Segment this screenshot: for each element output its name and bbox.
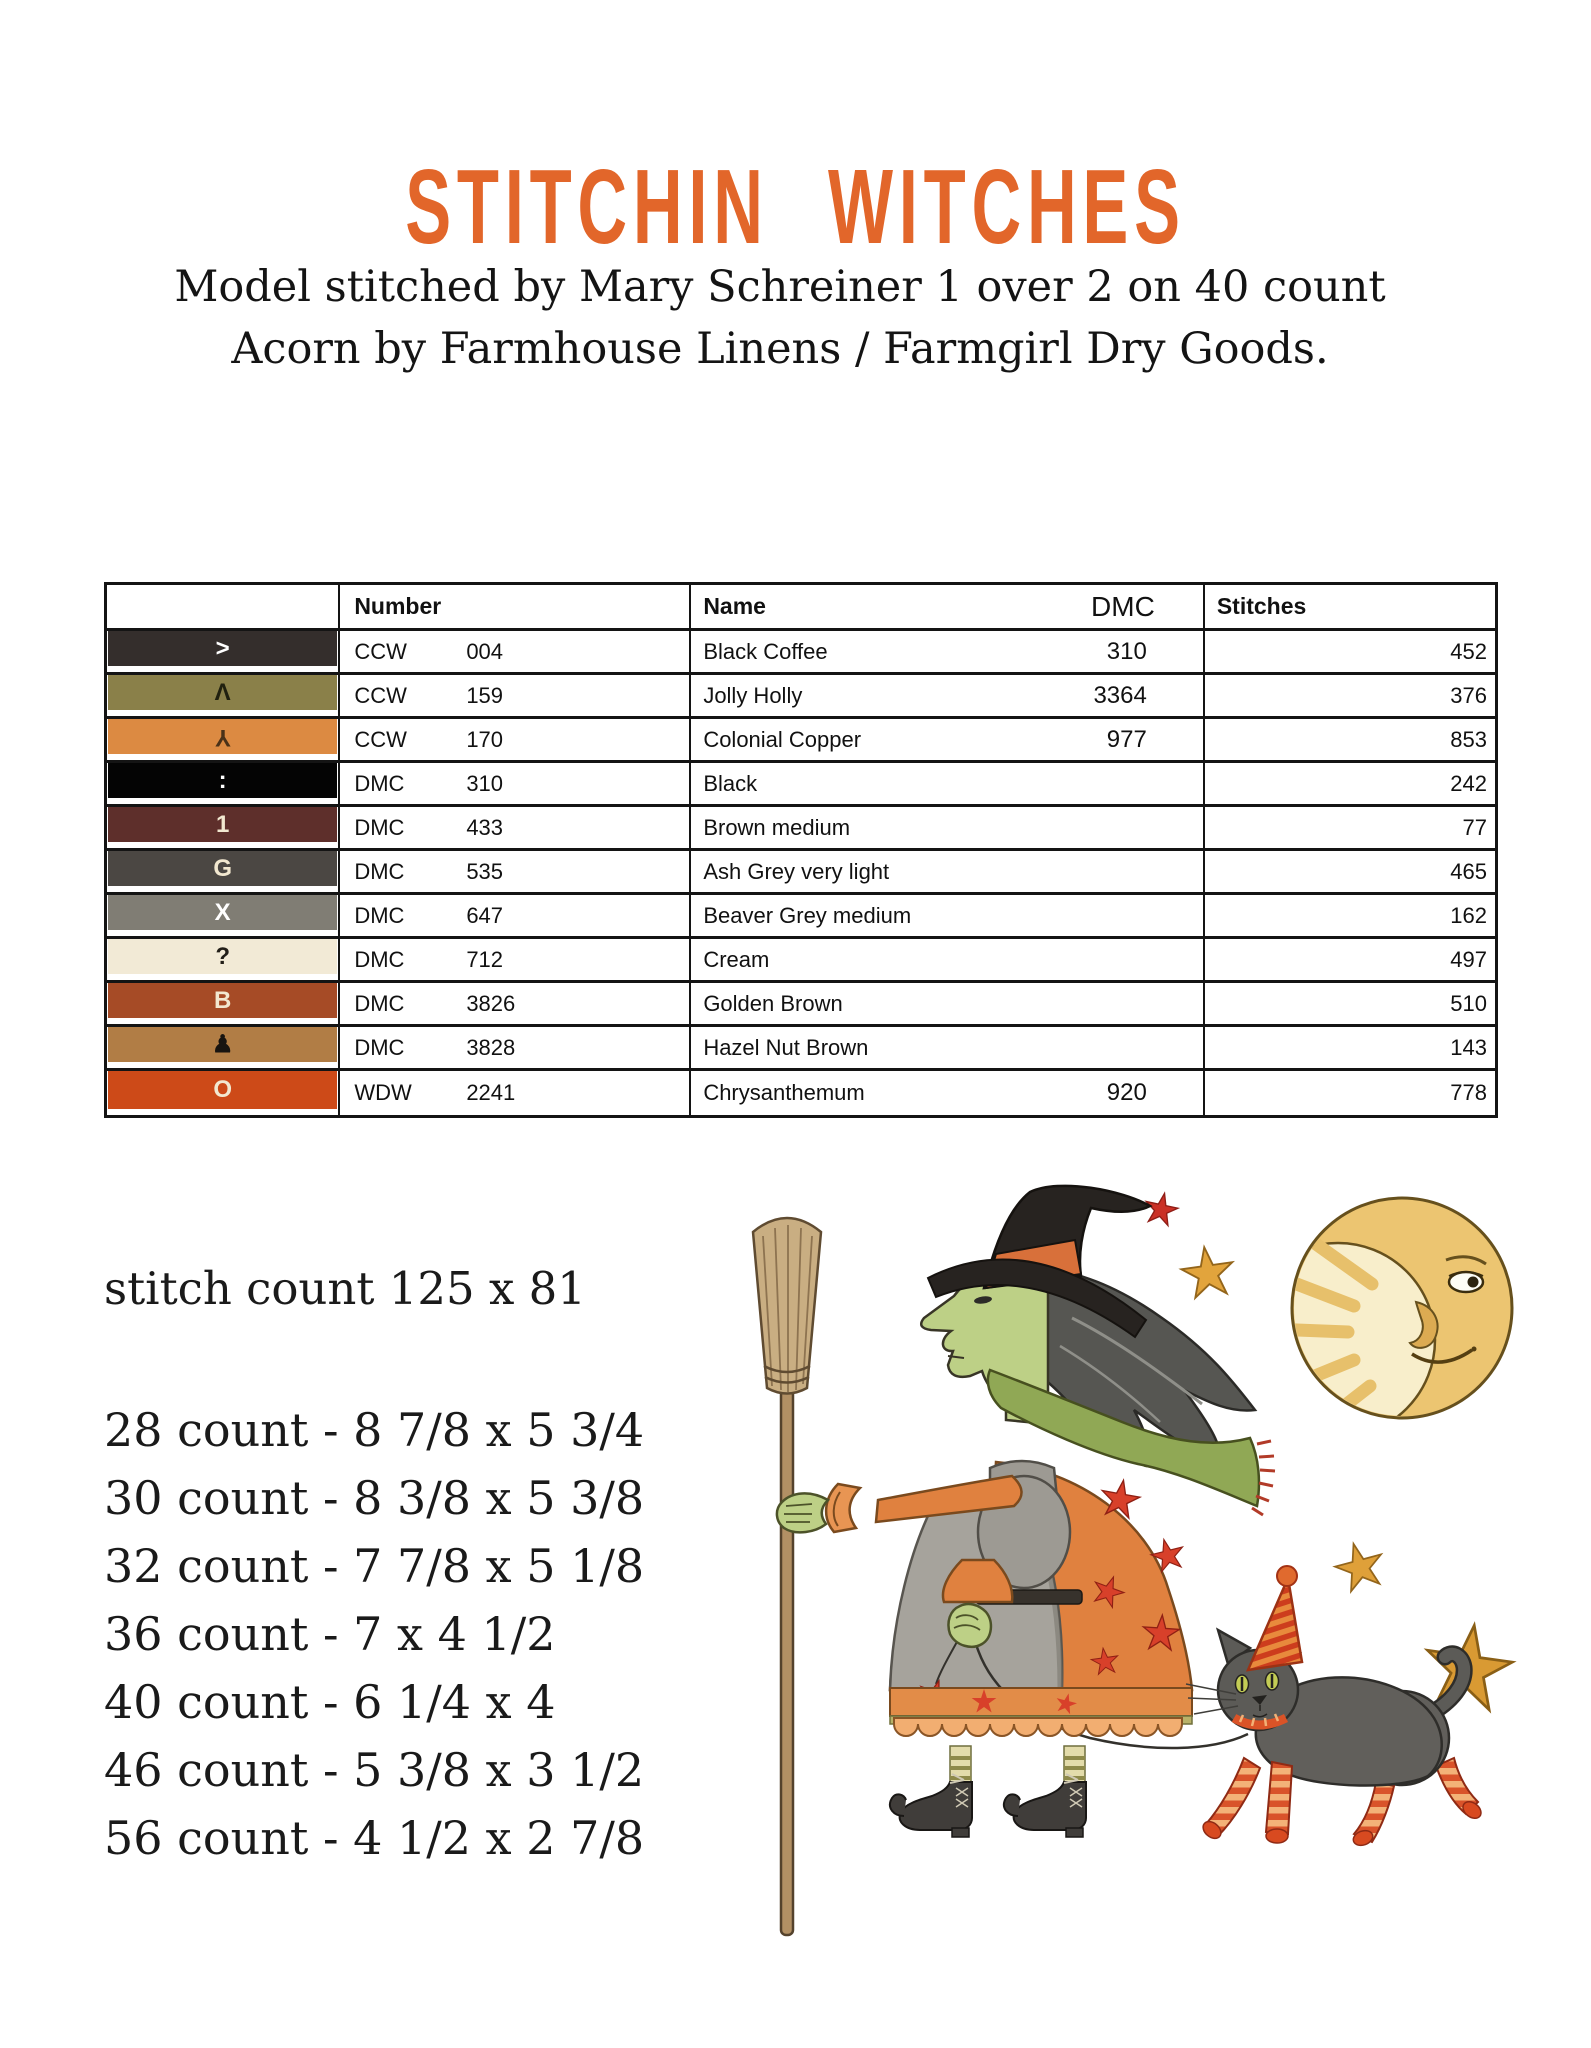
table-row bbox=[107, 895, 1495, 939]
thread-name: Golden Brown bbox=[703, 990, 843, 1016]
black-cat-party-hat-icon bbox=[1186, 1566, 1484, 1848]
stitch-symbol: : bbox=[218, 766, 227, 794]
witch-illustration bbox=[560, 1170, 1520, 1950]
thread-brand: DMC bbox=[354, 946, 405, 972]
thread-code: 712 bbox=[466, 946, 504, 972]
header-dmc: DMC bbox=[1091, 590, 1155, 622]
thread-name: Cream bbox=[703, 946, 770, 972]
dmc-equivalent: 3364 bbox=[1093, 681, 1147, 709]
subtitle-line2: Acorn by Farmhouse Linens / Farmgirl Dry Goods. bbox=[231, 324, 1329, 374]
fabric-count-item: 56 count - 4 1/2 x 2 7/8 bbox=[104, 1811, 645, 1865]
stitches-value: 510 bbox=[1450, 990, 1487, 1016]
table-row bbox=[107, 763, 1495, 807]
stitches-value: 497 bbox=[1450, 946, 1487, 972]
broom-icon bbox=[753, 1218, 821, 1935]
color-swatch bbox=[108, 983, 337, 1018]
table-header-row bbox=[107, 585, 1495, 631]
header-symbol bbox=[107, 585, 340, 628]
table-row bbox=[107, 939, 1495, 983]
dmc-equivalent: 310 bbox=[1106, 637, 1147, 665]
thread-name: Hazel Nut Brown bbox=[703, 1034, 869, 1060]
stitch-symbol: X bbox=[214, 898, 231, 926]
thread-name: Beaver Grey medium bbox=[703, 902, 912, 928]
thread-name: Black Coffee bbox=[703, 638, 828, 664]
color-swatch bbox=[108, 719, 337, 754]
thread-code: 3826 bbox=[466, 990, 516, 1016]
stitch-symbol: B bbox=[213, 986, 232, 1014]
fabric-count-item: 30 count - 8 3/8 x 5 3/8 bbox=[104, 1471, 645, 1525]
color-swatch bbox=[108, 675, 337, 710]
thread-code: 647 bbox=[466, 902, 504, 928]
color-swatch bbox=[108, 851, 337, 886]
header-stitches: Stitches bbox=[1216, 593, 1307, 619]
fabric-count-item: 36 count - 7 x 4 1/2 bbox=[104, 1607, 556, 1661]
stitch-symbol: Λ bbox=[214, 678, 231, 706]
table-row bbox=[107, 1027, 1495, 1071]
stitches-value: 853 bbox=[1450, 726, 1487, 752]
stitch-symbol: G bbox=[213, 854, 232, 882]
color-swatch bbox=[108, 631, 337, 666]
thread-brand: CCW bbox=[354, 726, 407, 752]
palette-table-body bbox=[107, 631, 1495, 1115]
table-row bbox=[107, 631, 1495, 675]
table-row bbox=[107, 719, 1495, 763]
color-swatch bbox=[108, 895, 337, 930]
color-swatch bbox=[108, 1027, 337, 1062]
dmc-equivalent: 920 bbox=[1106, 1079, 1147, 1106]
color-swatch bbox=[108, 807, 337, 842]
stitches-value: 465 bbox=[1450, 858, 1487, 884]
stitches-value: 77 bbox=[1462, 814, 1487, 840]
thread-name: Brown medium bbox=[703, 814, 851, 840]
thread-brand: DMC bbox=[354, 858, 405, 884]
subtitle-line1: Model stitched by Mary Schreiner 1 over 2 on 40 count bbox=[174, 262, 1386, 312]
table-row bbox=[107, 983, 1495, 1027]
thread-brand: DMC bbox=[354, 1034, 405, 1060]
header-number: Number bbox=[340, 585, 691, 628]
table-row bbox=[107, 675, 1495, 719]
stitch-symbol: 1 bbox=[215, 810, 230, 838]
header-name bbox=[691, 585, 1205, 628]
thread-name: Black bbox=[703, 770, 758, 796]
stitches-value: 778 bbox=[1450, 1080, 1487, 1105]
fabric-count-item: 46 count - 5 3/8 x 3 1/2 bbox=[104, 1743, 645, 1797]
thread-code: 004 bbox=[466, 638, 504, 664]
thread-brand: CCW bbox=[354, 682, 407, 708]
stitch-symbol: Y bbox=[214, 723, 231, 751]
color-swatch bbox=[108, 763, 337, 798]
table-row bbox=[107, 1071, 1495, 1115]
thread-palette-table bbox=[104, 582, 1498, 1118]
thread-brand: DMC bbox=[354, 990, 405, 1016]
stitch-symbol: O bbox=[213, 1076, 232, 1103]
header-name-label: Name bbox=[703, 593, 766, 619]
thread-code: 159 bbox=[466, 682, 504, 708]
thread-name: Jolly Holly bbox=[703, 682, 803, 708]
thread-brand: DMC bbox=[354, 770, 405, 796]
thread-brand: DMC bbox=[354, 902, 405, 928]
stitch-count-line: stitch count 125 x 81 bbox=[104, 1262, 586, 1315]
thread-code: 535 bbox=[466, 858, 504, 884]
subtitle bbox=[0, 256, 1560, 380]
thread-name: Ash Grey very light bbox=[703, 858, 890, 884]
page-title: STITCHIN WITCHES bbox=[405, 147, 1186, 266]
thread-name: Chrysanthemum bbox=[703, 1080, 865, 1105]
table-row bbox=[107, 851, 1495, 895]
stitches-value: 162 bbox=[1450, 902, 1487, 928]
stitches-value: 143 bbox=[1450, 1034, 1487, 1060]
fabric-count-item: 28 count - 8 7/8 x 5 3/4 bbox=[104, 1403, 645, 1457]
thread-code: 433 bbox=[466, 814, 504, 840]
dmc-equivalent: 977 bbox=[1106, 725, 1147, 753]
thread-brand: WDW bbox=[354, 1080, 412, 1105]
thread-code: 310 bbox=[466, 770, 504, 796]
stitches-value: 376 bbox=[1450, 682, 1487, 708]
thread-code: 2241 bbox=[466, 1080, 516, 1105]
thread-brand: CCW bbox=[354, 638, 407, 664]
stitch-symbol: ♟ bbox=[211, 1030, 234, 1058]
crescent-moon-face-icon bbox=[1241, 1198, 1512, 1437]
stitches-value: 242 bbox=[1450, 770, 1487, 796]
stitch-symbol: ? bbox=[215, 942, 230, 970]
thread-code: 3828 bbox=[466, 1034, 516, 1060]
stitches-value: 452 bbox=[1450, 638, 1487, 664]
color-swatch bbox=[108, 939, 337, 974]
fabric-count-item: 32 count - 7 7/8 x 5 1/8 bbox=[104, 1539, 645, 1593]
stitch-symbol: > bbox=[215, 634, 230, 662]
table-row bbox=[107, 807, 1495, 851]
thread-code: 170 bbox=[466, 726, 504, 752]
color-swatch bbox=[108, 1071, 337, 1109]
thread-name: Colonial Copper bbox=[703, 726, 862, 752]
thread-brand: DMC bbox=[354, 814, 405, 840]
fabric-count-item: 40 count - 6 1/4 x 4 bbox=[104, 1675, 556, 1729]
